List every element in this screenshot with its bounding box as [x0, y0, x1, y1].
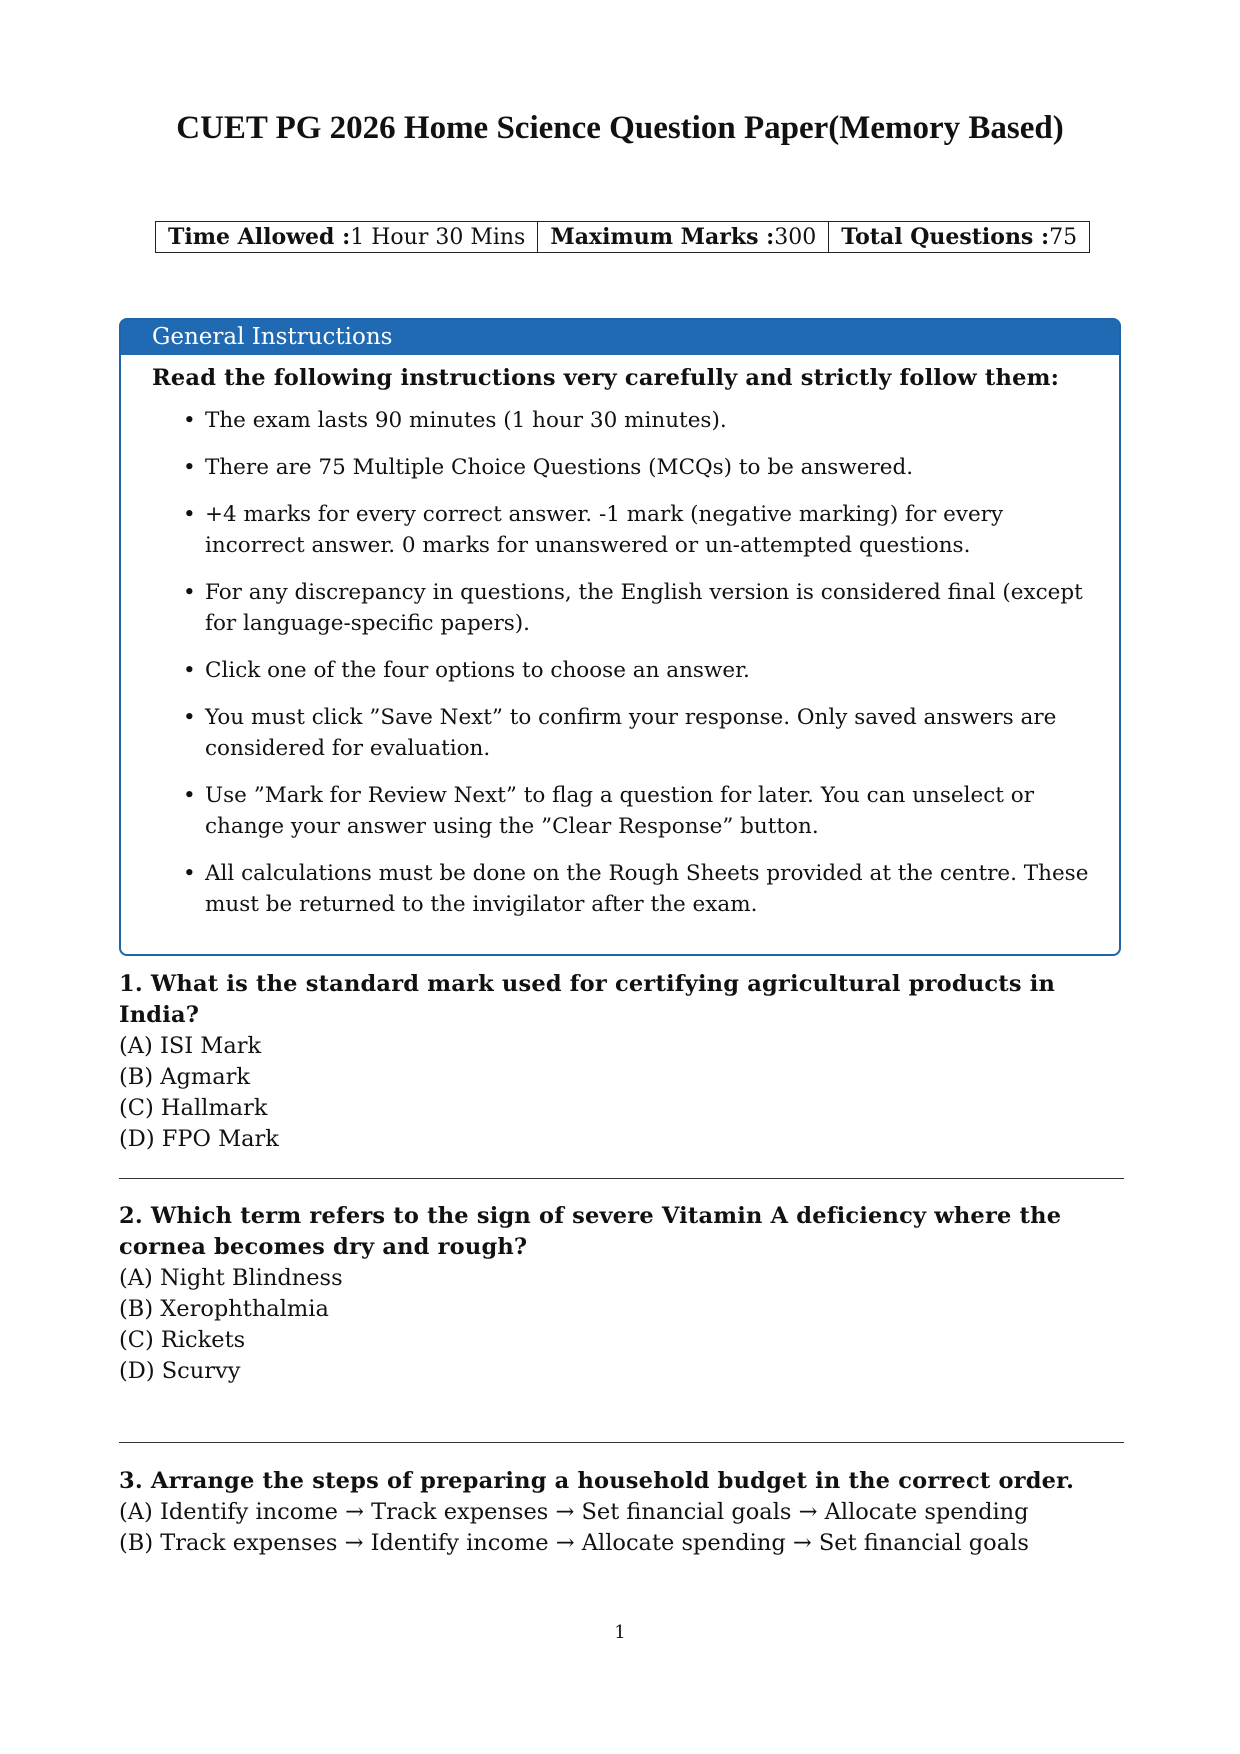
bullet-icon: • — [183, 502, 196, 527]
option-a: (A) Night Blindness — [119, 1265, 343, 1291]
bullet-icon: • — [183, 861, 196, 886]
question-2 — [119, 1201, 1124, 1387]
instructions-lead: Read the following instructions very carefully and strictly follow them: — [152, 365, 1060, 391]
question-3 — [119, 1466, 1124, 1559]
instruction-item: • +4 marks for every correct answer. -1 mark (negative marking) for every incorrect answer. 0 marks for unanswered or un-attempted questions. — [205, 499, 1093, 561]
exam-meta-table — [155, 221, 1090, 253]
instruction-item: • All calculations must be done on the Rough Sheets provided at the centre. These must be returned to the invigilator after the exam. — [205, 858, 1093, 920]
question-text: 2. Which term refers to the sign of severe Vitamin A deficiency where the cornea becomes dry and rough? — [119, 1203, 1062, 1260]
bullet-icon: • — [183, 658, 196, 683]
option-b: (B) Track expenses → Identify income → Allocate spending → Set financial goals — [119, 1530, 1029, 1556]
question-divider — [119, 1178, 1124, 1179]
maximum-marks-cell: Maximum Marks :300 — [538, 222, 829, 253]
instructions-list — [121, 405, 1119, 920]
option-b: (B) Xerophthalmia — [119, 1296, 329, 1322]
option-a: (A) ISI Mark — [119, 1033, 262, 1059]
question-divider — [119, 1442, 1124, 1443]
instructions-heading: General Instructions — [121, 320, 1119, 355]
page-title: CUET PG 2026 Home Science Question Paper(Memory Based) — [176, 110, 1064, 146]
bullet-icon: • — [183, 580, 196, 605]
instruction-item: • For any discrepancy in questions, the English version is considered final (except for language-specific papers). — [205, 577, 1093, 639]
instruction-item: • Use ”Mark for Review Next” to flag a question for later. You can unselect or change your answer using the ”Clear Response” button. — [205, 780, 1093, 842]
question-1 — [119, 969, 1124, 1155]
page-number: 1 — [614, 1622, 626, 1643]
option-a: (A) Identify income → Track expenses → Set financial goals → Allocate spending — [119, 1499, 1029, 1525]
option-b: (B) Agmark — [119, 1064, 251, 1090]
general-instructions-box — [119, 318, 1121, 956]
option-d: (D) Scurvy — [119, 1358, 241, 1384]
question-text: 3. Arrange the steps of preparing a household budget in the correct order. — [119, 1468, 1075, 1494]
instruction-item: • There are 75 Multiple Choice Questions (MCQs) to be answered. — [205, 452, 1093, 483]
question-text: 1. What is the standard mark used for certifying agricultural products in India? — [119, 971, 1056, 1028]
instruction-item: • Click one of the four options to choose an answer. — [205, 655, 1093, 686]
bullet-icon: • — [183, 705, 196, 730]
bullet-icon: • — [183, 408, 196, 433]
total-questions-cell: Total Questions :75 — [829, 222, 1090, 253]
bullet-icon: • — [183, 455, 196, 480]
instruction-item: • You must click ”Save Next” to confirm your response. Only saved answers are considered for evaluation. — [205, 702, 1093, 764]
instruction-item: • The exam lasts 90 minutes (1 hour 30 minutes). — [205, 405, 1093, 436]
option-c: (C) Hallmark — [119, 1095, 268, 1121]
bullet-icon: • — [183, 783, 196, 808]
time-allowed-cell: Time Allowed :1 Hour 30 Mins — [156, 222, 538, 253]
option-c: (C) Rickets — [119, 1327, 246, 1353]
option-d: (D) FPO Mark — [119, 1126, 279, 1152]
